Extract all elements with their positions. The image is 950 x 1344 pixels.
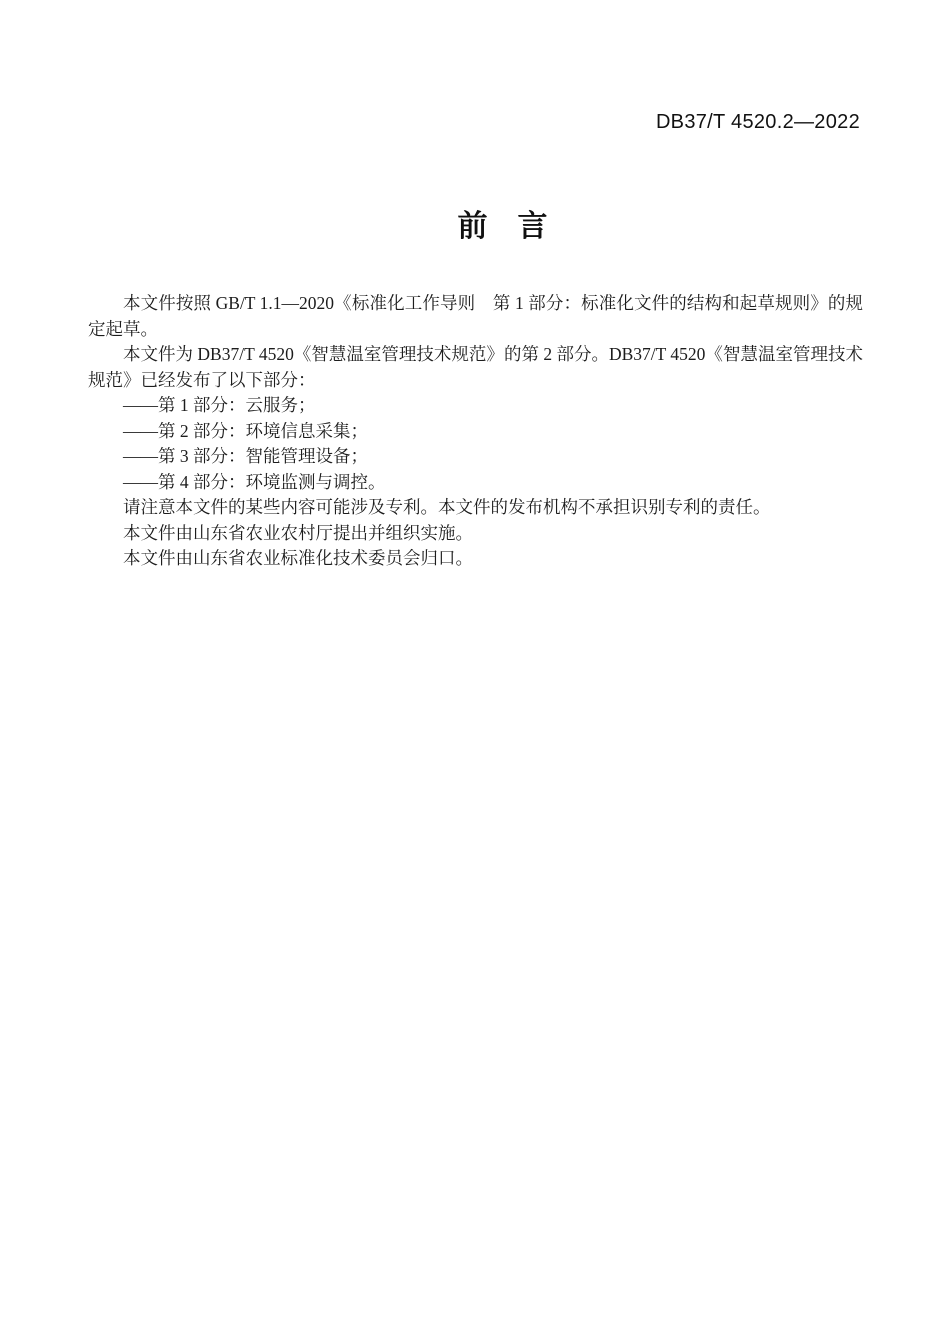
paragraph-patent-notice: 请注意本文件的某些内容可能涉及专利。本文件的发布机构不承担识别专利的责任。 (123, 497, 771, 517)
paragraph-proposed-by: 本文件由山东省农业农村厅提出并组织实施。 (123, 522, 473, 543)
standard-number: DB37/T 4520.2—2022 (655, 111, 860, 133)
list-item-part-2: ——第 2 部分：环境信息采集； (123, 420, 368, 441)
paragraph-drafting-rules: 本文件按照 GB/T 1.1—2020《标准化工作导则 第 1 部分：标准化文件的结构和起草规则》的规定起草。 (88, 293, 863, 339)
list-item-part-4: ——第 4 部分：环境监测与调控。 (123, 471, 386, 492)
foreword-title: 前 言 (457, 210, 548, 243)
paragraph-series-intro: 本文件为 DB37/T 4520《智慧温室管理技术规范》的第 2 部分。DB37/T 4520《智慧温室管理技术规范》已经发布了以下部分： (88, 344, 863, 390)
foreword-body (88, 291, 863, 572)
paragraph-centralized-by: 本文件由山东省农业标准化技术委员会归口。 (123, 548, 473, 568)
list-item-part-3: ——第 3 部分：智能管理设备； (123, 446, 368, 466)
list-item-part-1: ——第 1 部分：云服务； (123, 395, 316, 415)
